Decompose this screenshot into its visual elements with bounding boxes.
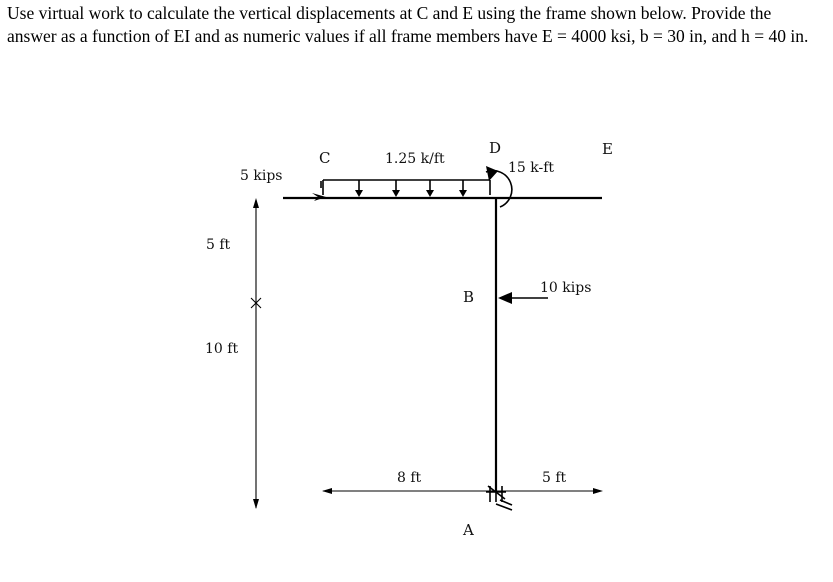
vertical-dimension [251,198,261,509]
distributed-load-label: 1.25 k/ft [385,151,445,167]
horizontal-dimension [322,488,603,494]
point-a-label: A [463,521,474,539]
point-c-label: C [319,149,331,167]
distributed-load [323,180,490,197]
dim-vert-top-label: 5 ft [206,237,231,253]
dim-vert-bottom-label: 10 ft [205,341,239,357]
point-b-label: B [463,288,475,306]
fixed-support [486,486,512,510]
moment-label: 15 k-ft [508,160,555,176]
problem-statement: Use virtual work to calculate the vertical displacements at C and E using the frame shown below. Provide the answer as a function of EI and as numeric values if all frame members have E = 4000 ksi, b = 30 in, and h = 40 in. [7,3,809,46]
point-d-label: D [489,139,502,157]
dim-horiz-right-label: 5 ft [542,470,567,486]
point-load-label: 5 kips [240,168,283,184]
horizontal-load-label: 10 kips [540,280,592,296]
dim-horiz-left-label: 8 ft [397,470,422,486]
point-e-label: E [602,140,613,158]
